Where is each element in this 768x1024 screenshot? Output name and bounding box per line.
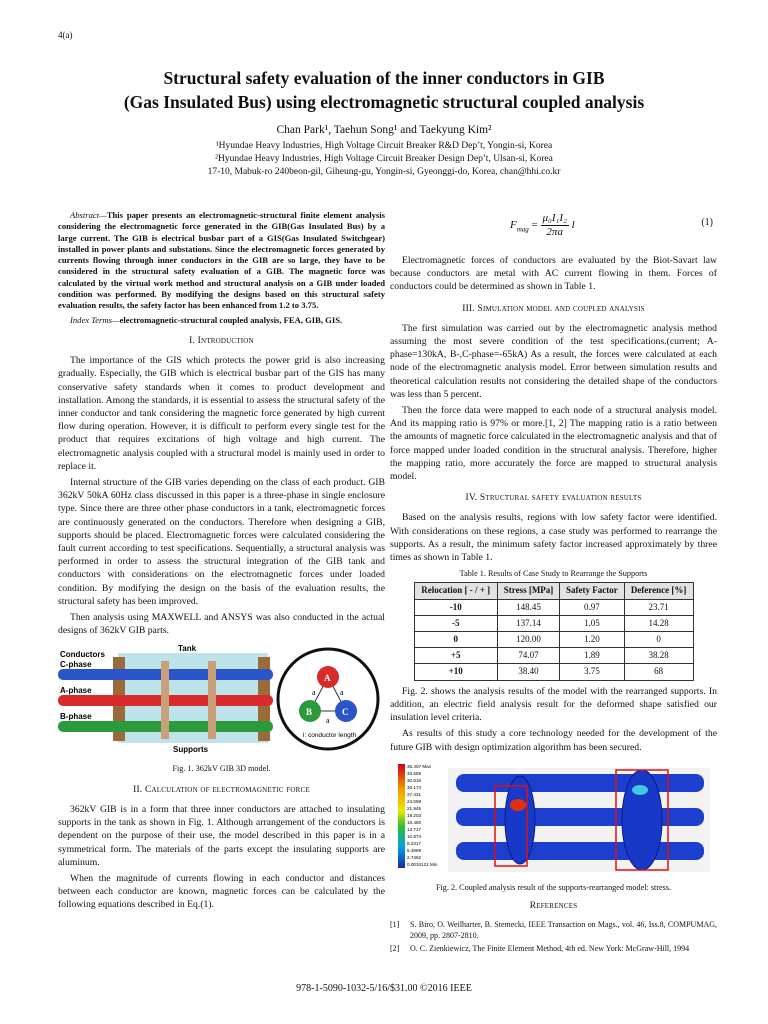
section-1-heading: I. Introduction xyxy=(189,335,254,346)
table-cell: 3.75 xyxy=(560,664,625,680)
index-terms xyxy=(58,315,385,326)
label-conductors: Conductors xyxy=(60,650,105,660)
table-cell: 38.28 xyxy=(624,648,693,664)
fea-hotspot xyxy=(510,799,526,811)
legend-value: 27.431 xyxy=(407,791,422,797)
legend-value: 13.717 xyxy=(407,826,422,832)
affiliations xyxy=(0,140,768,179)
table-cell: 148.45 xyxy=(497,599,559,615)
table-row xyxy=(414,615,693,631)
left-column xyxy=(58,210,385,915)
sec2-paragraph-2: When the magnitude of currents flowing in each conductor and distances between each conductor are known, magnetic forces can be calculated by the following equations described in Eq.(1). xyxy=(58,873,385,911)
table-cell: 0.97 xyxy=(560,599,625,615)
legend-value: 24.689 xyxy=(407,798,422,804)
sec3-paragraph-2: Then the force data were mapped to each node of a structural analysis model. And its mapping ratio is 97% or more.[1, 2] The mapping ratio is a ratio between the amounts of magnetic force calculated in the electromagnetic analysis and that of force mapped under loaded condition in the structural analysis. Therefore, higher the mapping ratio, more accurately the force are mapped to structural analysis model. xyxy=(390,405,717,483)
legend-value: 16.460 xyxy=(407,819,422,825)
right-column xyxy=(390,210,717,956)
reference-text: S. Biro, O. Weilharter, B. Stemecki, IEEE Transaction on Mags., vol. 46, Iss.8, COMPUMAG, 2009, pp. 2807-2810. xyxy=(410,920,717,941)
figure-2 xyxy=(390,760,717,894)
equation-1 xyxy=(390,210,717,250)
conductor-length-label: l: conductor length xyxy=(303,732,357,740)
table-cell: 23.71 xyxy=(624,599,693,615)
legend-value: 2.7462 xyxy=(407,854,422,860)
label-tank: Tank xyxy=(178,644,197,654)
fea-conductor-middle xyxy=(456,808,704,826)
abstract-label: Abstract— xyxy=(70,210,107,220)
table-cell: 1.05 xyxy=(560,615,625,631)
table-cell: +5 xyxy=(414,648,497,664)
equation-number: (1) xyxy=(701,217,713,228)
edge-label-ab: a xyxy=(312,688,316,698)
table-row xyxy=(414,648,693,664)
label-b-phase: B-phase xyxy=(60,712,92,722)
table-cell: 74.07 xyxy=(497,648,559,664)
legend-value: 0.0034121 Min xyxy=(407,861,438,867)
figure-2-caption: Fig. 2. Coupled analysis result of the supports-rearranged model: stress. xyxy=(435,882,672,892)
node-a-label: A xyxy=(324,673,331,684)
index-terms-text: electromagnetic-structural coupled analysis, FEA, GIB, GIS. xyxy=(119,314,343,325)
reference-text: O. C. Zienkiewicz, The Finite Element Method, 4th ed. New York: McGraw-Hill, 1994 xyxy=(410,944,690,954)
page-number: 4(a) xyxy=(58,30,73,40)
references-heading: References xyxy=(529,901,578,912)
label-c-phase: C-phase xyxy=(60,660,92,670)
reference-number: [2] xyxy=(390,944,400,954)
reference-number: [1] xyxy=(390,920,400,930)
fea-conductor-top xyxy=(456,774,704,792)
sec2-continued: Electromagnetic forces of conductors are evaluated by the Biot-Savart law because conductors are metal with AC current flowing in them. Forces of conductors could be determined as shown in Table 1. xyxy=(390,255,717,293)
table-cell: 137.14 xyxy=(497,615,559,631)
section-2-heading: II. Calculation of electromagnetic force xyxy=(133,784,310,795)
legend-value: 30.174 xyxy=(407,784,422,790)
eq-lhs: F xyxy=(510,219,517,232)
edge-label-ac: a xyxy=(340,688,344,698)
affiliation-3: 17-10, Mabuk-ro 240beon-gil, Giheung-gu, Yongin-si, Gyeonggi-do, Korea, chan@hhi.co.kr xyxy=(207,167,561,177)
fea-support-right xyxy=(622,770,662,870)
legend-value: 5.4889 xyxy=(407,847,422,853)
sec4-continued-2: As results of this study a core technology needed for the development of the future GIB with design optimization algorithm has been secured. xyxy=(390,728,717,753)
reference-item xyxy=(390,919,717,941)
table-cell: 0 xyxy=(624,632,693,648)
legend-value: 33.659 xyxy=(407,770,422,776)
table-cell: -5 xyxy=(414,615,497,631)
table-1 xyxy=(414,582,694,680)
eq-numerator: μ₀I₁I₂ xyxy=(541,212,569,226)
table-cell: 1.20 xyxy=(560,632,625,648)
eq-sub: mag xyxy=(516,225,529,234)
sec4-paragraph-1: Based on the analysis results, regions with low safety factor were identified. With considerations on these regions, a case study was performed to rearrange the supports. As a result, the minimum safety factor increased approximately by three times as shown in Table 1. xyxy=(390,512,717,564)
sec2-paragraph-1: 362kV GIB is in a form that three inner conductors are attached to insulating supports in the tank as shown in Fig. 1. Although arrangement of the conductors is dependent on the purpose of their use, the model described in this paper is in a symmetrical form. The materials of the parts except the insulating supports are aluminum. xyxy=(58,804,385,868)
reference-item xyxy=(390,943,717,954)
stress-legend-values xyxy=(407,764,438,867)
legend-value: 21.945 xyxy=(407,805,422,811)
sec1-paragraph-2: Internal structure of the GIB varies depending on the class of each product. GIB 362kV 50kA 60Hz class discussed in this paper is a three-phase in single enclosure type. Since there are three other phase conductors in a tank, electromagnetic forces are continuously generated on the conductors. Therefore when designing a GIB, supports should be placed. Electromagnetic forces were calculated considering the fault current according to test specifications. Sequentially, a structural analysis was performed in order to assess the structural integration of the GIB tank and conductors with considerations on the electromagnetic forces under loaded condition. By modifying the design on the basis of the evaluation results, the structural safety has been improved. xyxy=(58,477,385,607)
figure-1-caption: Fig. 1. 362kV GIB 3D model. xyxy=(172,763,271,773)
abstract-text: This paper presents an electromagnetic-structural finite element analysis considering the electromagnetic force generated in the GIB(Gas Insulated Bus) by a large current. The GIB is electrical busbar part of a GIS(Gas Insulated Switchgear) installed in power plants and substations. Since the electromagnetic forces generated by currents flowing through inner conductors in the GIB are so large, they have to be considered in the structural safety evaluation of a GIB. The magnetic force was calculated by the virtual work method and structural analysis on a GIB under loaded condition was performed. By modifying the designs based on this structural safety evaluation results, the safety factor has been enhanced from 1.2 to 3.75. xyxy=(58,210,385,311)
figure-2-image xyxy=(390,760,717,875)
figure-1 xyxy=(58,643,385,774)
table-row xyxy=(414,664,693,680)
table-cell: 0 xyxy=(414,632,497,648)
legend-value: 19.203 xyxy=(407,812,422,818)
table-header-deference: Deference [%] xyxy=(624,583,693,599)
sec1-paragraph-3: Then analysis using MAXWELL and ANSYS was also conducted in the actual designs of 362kV GIB parts. xyxy=(58,612,385,637)
table-header-safety-factor: Safety Factor xyxy=(560,583,625,599)
affiliation-2: ²Hyundae Heavy Industries, High Voltage Circuit Breaker Design Dep’t, Ulsan-si, Korea xyxy=(215,154,553,164)
table-cell: -10 xyxy=(414,599,497,615)
table-row xyxy=(414,632,693,648)
table-cell: 1.89 xyxy=(560,648,625,664)
stress-legend-bar xyxy=(398,764,405,868)
table-cell: 120.00 xyxy=(497,632,559,648)
section-4-heading: IV. Structural safety evaluation results xyxy=(465,493,642,504)
title-line-1: Structural safety evaluation of the inner conductors in GIB xyxy=(163,68,605,88)
table-cell: 68 xyxy=(624,664,693,680)
fea-conductor-bottom xyxy=(456,842,704,860)
eq-denominator: 2πa xyxy=(546,226,563,239)
label-supports: Supports xyxy=(173,745,209,755)
legend-value: 10.974 xyxy=(407,833,422,839)
label-a-phase: A-phase xyxy=(60,686,92,696)
legend-value: 8.2317 xyxy=(407,840,422,846)
references-list xyxy=(390,919,717,954)
table-row xyxy=(414,599,693,615)
eq-tail: l xyxy=(571,219,575,232)
table-header-stress: Stress [MPa] xyxy=(497,583,559,599)
support-2 xyxy=(208,661,216,739)
table-cell: 14.28 xyxy=(624,615,693,631)
table-cell: +10 xyxy=(414,664,497,680)
fea-support-left xyxy=(505,776,535,864)
section-3-heading: III. Simulation model and coupled analysis xyxy=(462,303,645,314)
sec1-paragraph-1: The importance of the GIS which protects the power grid is also increasing gradually. Especially, the GIB which is electrical busbar part of the GIS has many conservative safety standards when it comes to product development and installation. Among the standards, it is essential to assess the structural safety of the inner conductor and tank considering the magnetic force generated by high current flow during operation. However, it is difficult to perform every single test for the product that requires excitations of high voltage and high current. The electromagnetic analysis coupled with a structural model is mainly used in order to replace it. xyxy=(58,355,385,472)
paper-title xyxy=(0,66,768,114)
node-b-label: B xyxy=(306,707,313,718)
sec3-paragraph-1: The first simulation was carried out by the electromagnetic analysis method assuming the most severe condition of the test specifications.(current; A-phase=130kA, B-,C-phase=-65kA) As a result, the forces were calculated at each node of the electromagnetic analysis model. Error between simulation results and theoretical calculation results not considering the detailed shape of the conductors was less than 5 percent. xyxy=(390,322,717,400)
table-cell: 38.40 xyxy=(497,664,559,680)
figure-1-image xyxy=(58,643,385,755)
authors: Chan Park¹, Taehun Song¹ and Taekyung Kim² xyxy=(276,124,492,136)
support-1 xyxy=(161,661,169,739)
node-c-label: C xyxy=(342,707,349,718)
sec4-continued-1: Fig. 2. shows the analysis results of the model with the rearranged supports. In addition, an electric field analysis result for the deformed shape satisfied our insulation level criteria. xyxy=(390,685,717,724)
footer-copyright: 978-1-5090-1032-5/16/$31.00 ©2016 IEEE xyxy=(296,983,472,994)
equation-body: $F_{mag}$ = $\frac{\text{μ₀I₁I₂}}{2\pi a}$ l xyxy=(510,212,575,239)
table-1-caption: Table 1. Results of Case Study to Rearrange the Supports xyxy=(459,569,648,579)
legend-value: 30.916 xyxy=(407,777,422,783)
affiliation-1: ¹Hyundae Heavy Industries, High Voltage Circuit Breaker R&D Dep’t, Yongin-si, Korea xyxy=(215,141,553,151)
edge-label-bc: a xyxy=(326,716,330,726)
legend-value: 35.407 Max xyxy=(407,763,432,769)
abstract xyxy=(58,210,385,312)
index-terms-label: Index Terms— xyxy=(70,314,120,325)
title-line-2: (Gas Insulated Bus) using electromagnetic structural coupled analysis xyxy=(123,92,645,112)
table-header-relocation: Relocation [ - / + ] xyxy=(414,583,497,599)
